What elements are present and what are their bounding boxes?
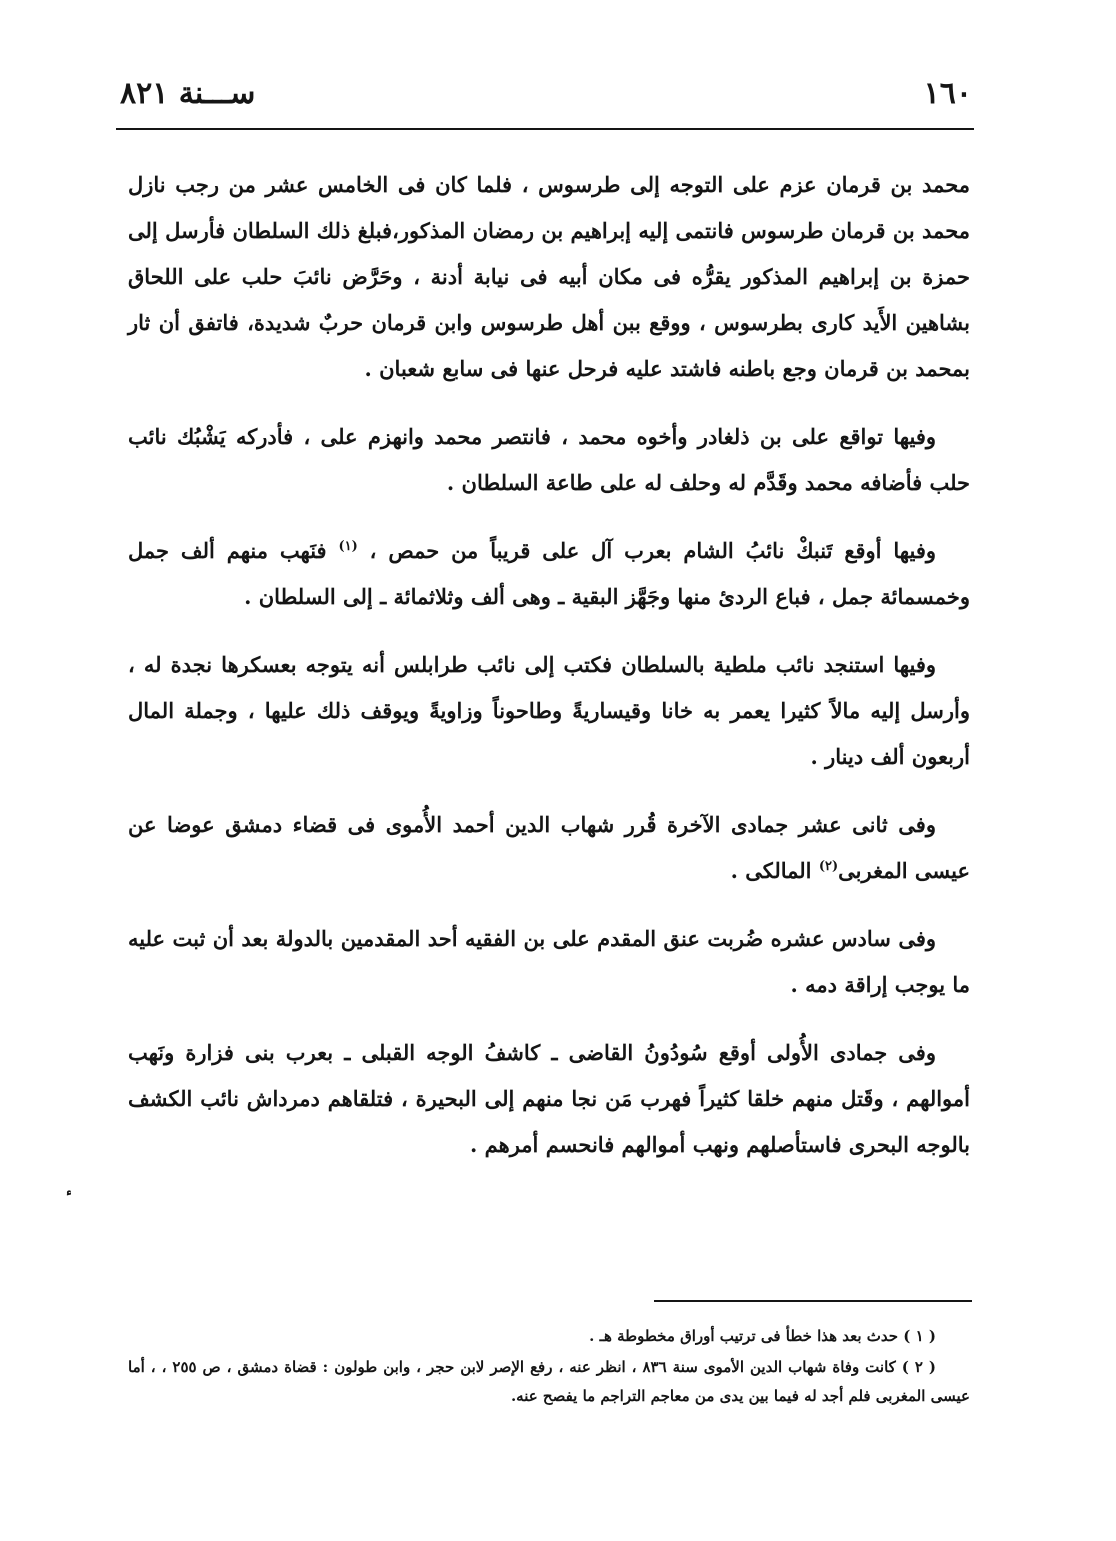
- paragraph-5-text-after: المالكى .: [730, 858, 812, 883]
- paragraph-1: محمد بن قرمان عزم على التوجه إلى طرسوس ، فلما كان فى الخامس عشر من رجب نازل محمد بن قرمان طرسوس فانتمى إليه إبراهيم بن رمضان المذكور،فبلغ ذلك السلطان فأرسل إلى حمزة بن إبراهيم المذكور يقرُّه فى مكان أبيه فى نيابة أدنة ، وحَرَّض نائبَ حلب على اللحاق بشاهين الأَيد كارى بطرسوس ، ووقع ببن أهل طرسوس وابن قرمان حربٌ شديدة، فاتفق أن ثار بمحمد بن قرمان وجع باطنه فاشتد عليه فرحل عنها فى سابع شعبان .: [128, 172, 971, 381]
- paragraph-3-text-after: فنَهب منهم ألف جمل وخمسمائة جمل ، فباع الردئ منها وجَهَّز البقية ـ وهى ألف وثلاثمائة ـ إلى السلطان .: [128, 538, 970, 609]
- paragraph-2: وفيها تواقع على بن ذلغادر وأخوه محمد ، فانتصر محمد وانهزم على ، فأدركه يَشْبُك نائب حلب فأضافه محمد وقَدَّم له وحلف له على طاعة السلطان .: [128, 424, 970, 495]
- main-text: [128, 162, 970, 1190]
- page-number: ١٦٠: [923, 76, 972, 111]
- paragraph-6: وفى سادس عشره ضُربت عنق المقدم على بن الفقيه أحد المقدمين بالدولة بعد أن ثبت عليه ما يوجب إراقة دمه .: [128, 926, 970, 997]
- footnotes: [128, 1322, 970, 1413]
- year-header: ســـنة ٨٢١: [120, 76, 256, 111]
- footnote-2: ( ٢ ) كانت وفاة شهاب الدين الأموى سنة ٨٣٦ ، انظر عنه ، رفع الإصر لابن حجر ، وابن طولون : قضاة دمشق ، ص ٢٥٥ ، ، أما عيسى المغربى فلم أجد له فيما بين يدى من معاجم التراجم ما يفصح عنه.: [128, 1358, 970, 1405]
- footnote-1: ( ١ ) حدث بعد هذا خطأ فى ترتيب أوراق مخطوطة هـ .: [589, 1327, 936, 1345]
- paragraph-5-text-before: وفى ثانى عشر جمادى الآخرة قُرر شهاب الدين أحمد الأُموى فى قضاء دمشق عوضا عن عيسى المغربى: [128, 812, 970, 883]
- paragraph-5: [128, 802, 970, 894]
- footnote-ref-2: (٢): [818, 859, 839, 874]
- paragraph-3: [128, 528, 970, 620]
- footnote-ref-1: (١): [338, 539, 358, 554]
- paragraph-3-text-before: وفيها أوقع تَنبكْ نائبُ الشام بعرب آل على قريباً من حمص ،: [369, 538, 936, 563]
- footnote-rule: [654, 1300, 972, 1302]
- header-rule: [116, 128, 974, 130]
- running-head: [120, 74, 972, 122]
- paragraph-7: وفى جمادى الأُولى أوقع سُودُونُ القاضى ـ كاشفُ الوجه القبلى ـ بعرب بنى فزارة ونَهب أموالهم ، وقَتل منهم خلقا كثيراً فهرب مَن نجا منهم إلى البحيرة ، فتلقاهم دمرداش نائب الكشف بالوجه البحرى فاستأصلهم ونهب أموالهم فانحسم أمرهم .: [128, 1040, 970, 1157]
- paragraph-4: وفيها استنجد نائب ملطية بالسلطان فكتب إلى نائب طرابلس أنه يتوجه بعسكرها نجدة له ، وأرسل إليه مالاً كثيرا يعمر به خانا وقيساريةً وطاحوناً وزاويةً ويوقف ذلك عليها ، وجملة المال أربعون ألف دينار .: [128, 652, 970, 769]
